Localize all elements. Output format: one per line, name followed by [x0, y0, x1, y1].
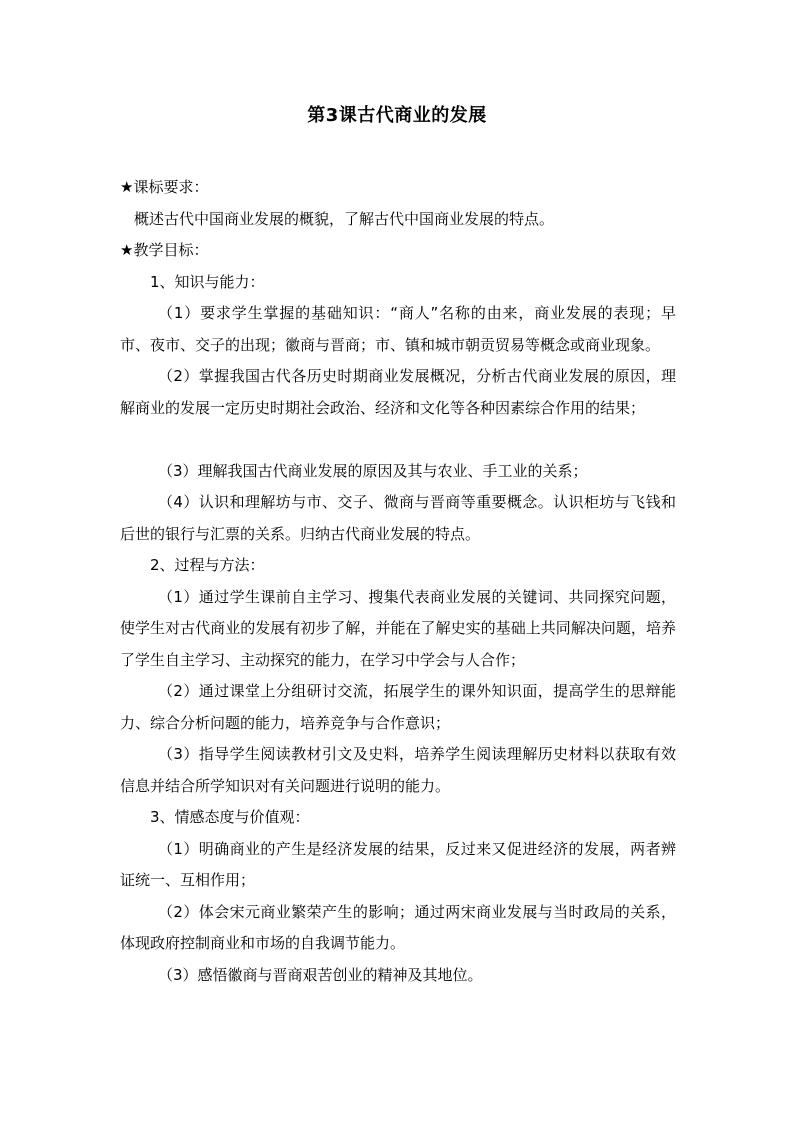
curriculum-text: 概述古代中国商业发展的概貌，了解古代中国商业发展的特点。 — [134, 209, 555, 228]
emotion-item: （3）感悟徽商与晋商艰苦创业的精神及其地位。 — [158, 965, 483, 984]
emotion-heading: 3、情感态度与价值观： — [150, 808, 310, 826]
goals-heading: ★教学目标： — [120, 241, 209, 259]
document-title: 第3课古代商业的发展 — [307, 105, 487, 126]
process-item: （3）指导学生阅读教材引文及史料，培养学生阅读理解历史材料以获取有效信息并结合所学知识对有关问题进行说明的能力。 — [120, 745, 676, 795]
process-item: （1）通过学生课前自主学习、搜集代表商业发展的关键词、共同探究问题，使学生对古代商业的发展有初步了解，并能在了解史实的基础上共同解决问题，培养了学生自主学习、主动探究的能力，在学习中学会与人合作； — [120, 587, 676, 669]
curriculum-heading: ★课标要求： — [120, 178, 209, 196]
knowledge-item: （1）要求学生掌握的基础知识：“商人”名称的由来，商业发展的表现；早市、夜市、交子的出现；徽商与晋商；市、镇和城市朝贡贸易等概念或商业现象。 — [120, 304, 676, 354]
knowledge-item: （3）理解我国古代商业发展的原因及其与农业、手工业的关系； — [158, 461, 588, 480]
process-heading: 2、过程与方法： — [150, 556, 265, 574]
knowledge-item: （4）认识和理解坊与市、交子、微商与晋商等重要概念。认识柜坊与飞钱和后世的银行与汇票的关系。归纳古代商业发展的特点。 — [120, 493, 676, 543]
process-item: （2）通过课堂上分组研讨交流，拓展学生的课外知识面，提高学生的思辩能力、综合分析问题的能力，培养竞争与合作意识； — [120, 682, 676, 732]
document-body — [120, 172, 676, 991]
emotion-item: （2）体会宋元商业繁荣产生的影响；通过两宋商业发展与当时政局的关系，体现政府控制商业和市场的自我调节能力。 — [120, 902, 676, 952]
emotion-item: （1）明确商业的产生是经济发展的结果，反过来又促进经济的发展，两者辨证统一、互相作用； — [120, 839, 676, 889]
blank-line — [120, 424, 676, 456]
knowledge-heading: 1、知识与能力： — [150, 272, 265, 291]
knowledge-item: （2）掌握我国古代各历史时期商业发展概况，分析古代商业发展的原因，理解商业的发展一定历史时期社会政治、经济和文化等各种因素综合作用的结果； — [120, 367, 676, 417]
